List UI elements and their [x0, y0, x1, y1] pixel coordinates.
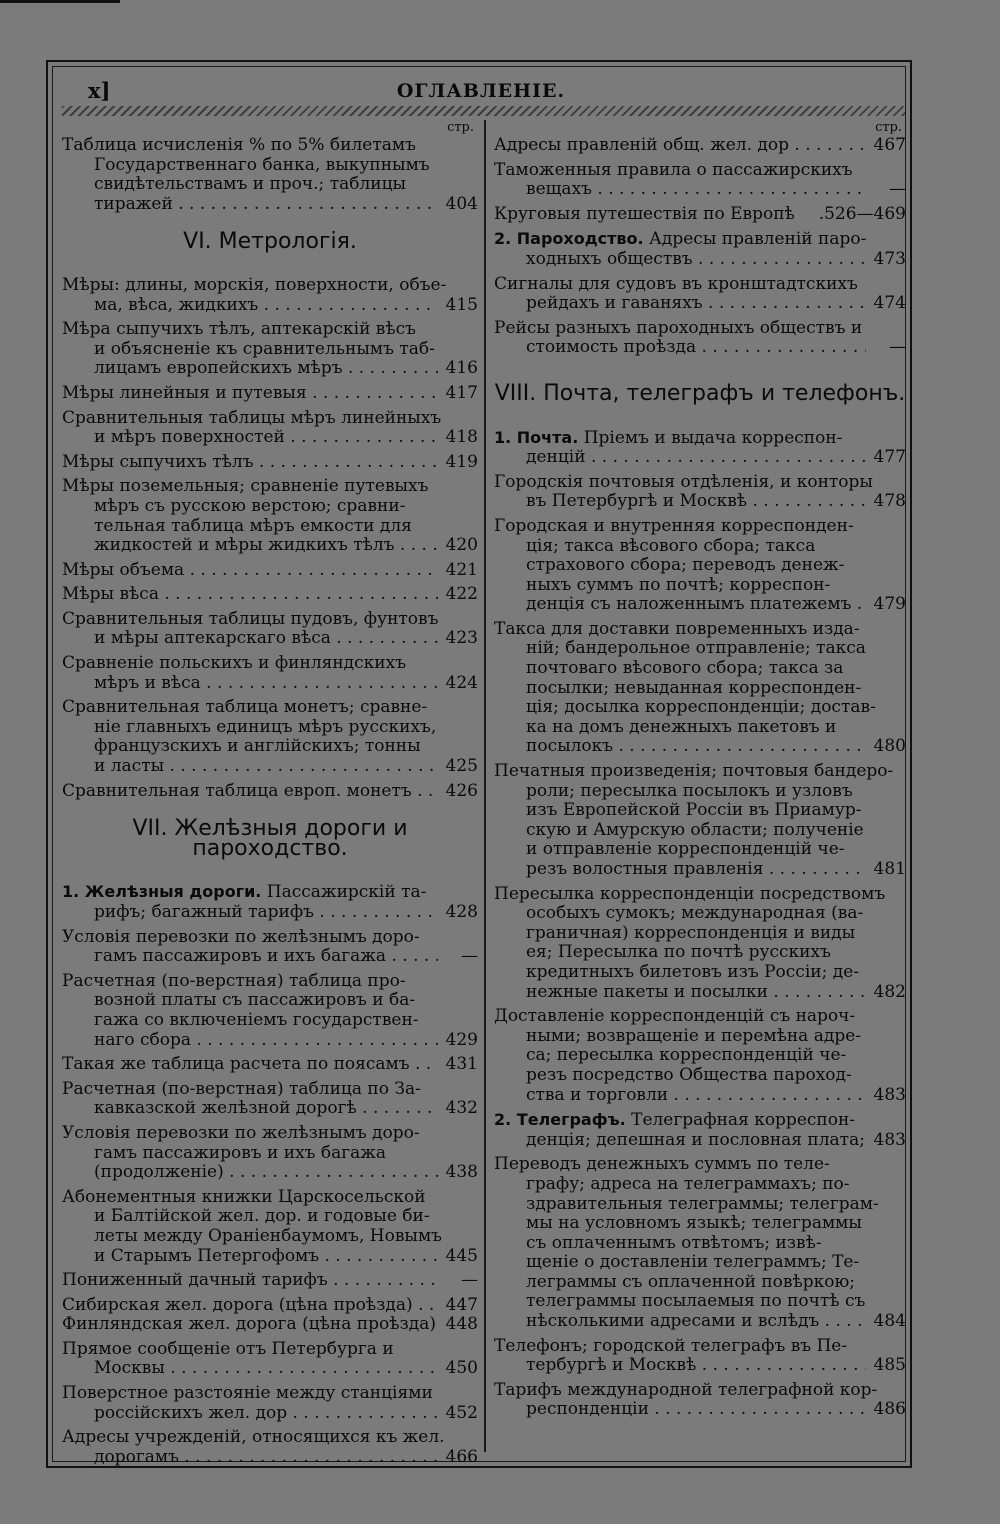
page-ref: 425 — [445, 756, 478, 777]
entry-text: Финляндская жел. дорога (цѣна проѣзда) . . . — [62, 1315, 438, 1335]
toc-entry — [494, 1110, 906, 1150]
toc-entry — [62, 882, 478, 922]
toc-entry — [494, 473, 906, 512]
entry-text: ея; Пересылка по почтѣ русскихъ — [526, 942, 831, 963]
page-title: ОГЛАВЛЕНІЕ. — [396, 80, 566, 102]
entry-text: особыхъ сумокъ; международная (ва- — [526, 903, 864, 924]
section-heading: VII. Желѣзныя дороги и пароходство. — [132, 816, 408, 861]
page-ref: 438 — [445, 1162, 478, 1183]
toc-entry — [494, 428, 906, 468]
toc-entry — [494, 229, 906, 269]
entry-text: щеніе о доставленіи телеграммъ; Те- — [526, 1252, 860, 1273]
page-ref: 485 — [873, 1355, 906, 1376]
entry-text: Адресы правленій паро- — [643, 229, 867, 250]
entry-text: Мѣры линейныя и путевыя . . . — [62, 384, 438, 404]
page-ref: 467 — [873, 135, 906, 155]
entry-text: резъ посредство Общества пароход- — [526, 1064, 852, 1085]
toc-entry — [494, 517, 906, 615]
entry-text: гажа со включеніемъ государствен- — [94, 1009, 419, 1030]
page-ref: 477 — [873, 447, 906, 468]
entry-text: Мѣры: длины, морскія, поверхности, объе- — [62, 274, 447, 295]
section-heading: VI. Метрологія. — [183, 229, 357, 255]
entry-text: Тарифъ международной телеграфной кор- — [494, 1379, 878, 1400]
page-ref: 486 — [873, 1399, 906, 1420]
entry-text: Телеграфная корреспон- — [625, 1110, 856, 1131]
entry-text: тербургѣ и Москвѣ . . . — [526, 1356, 866, 1376]
page-col-label: стр. — [875, 120, 902, 135]
entry-text: здравительныя телеграммы; телеграм- — [526, 1193, 879, 1214]
toc-entry — [62, 453, 478, 473]
entry-text: ніе главныхъ единицъ мѣръ русскихъ, — [94, 716, 437, 737]
entry-text: изъ Европейской Россіи въ Приамур- — [526, 800, 862, 821]
page-ref: 483 — [873, 1129, 906, 1150]
page-ref: 404 — [445, 193, 478, 214]
page-ref: 420 — [445, 535, 478, 556]
page-ref: 429 — [445, 1029, 478, 1050]
toc-entry — [62, 654, 478, 693]
toc-entry — [62, 1384, 478, 1423]
page-ref: 481 — [873, 859, 906, 879]
toc-entry — [62, 1188, 478, 1266]
entry-text: денція съ наложеннымъ платежемъ . . . — [526, 595, 866, 615]
entry-text: съ оплаченнымъ отвѣтомъ; извѣ- — [526, 1232, 822, 1253]
entry-text: Расчетная (по-верстная) таблица по За- — [62, 1078, 421, 1099]
toc-entry — [62, 782, 478, 802]
entry-text: Переводъ денежныхъ суммъ по теле- — [494, 1154, 830, 1175]
page-ref: 448 — [445, 1314, 478, 1335]
page-ref: 478 — [873, 491, 906, 512]
page-ref: .526—469 — [818, 203, 906, 224]
entry-text: нежные пакеты и посылки . . . — [526, 983, 866, 1003]
entry-text: ходныхъ обществъ . . . — [526, 250, 866, 270]
toc-entry — [62, 409, 478, 448]
toc-entry — [494, 1337, 906, 1376]
entry-text: Пересылка корреспонденціи посредствомъ — [494, 883, 886, 904]
entry-text: французскихъ и англійскихъ; тонны — [94, 736, 421, 757]
toc-entry — [62, 1055, 478, 1075]
entry-text: Прямое сообщеніе отъ Петербурга и — [62, 1338, 394, 1359]
page-ref: 419 — [445, 451, 478, 472]
page-ref: 431 — [445, 1054, 478, 1075]
toc-entry — [494, 1007, 906, 1105]
toc-entry — [62, 698, 478, 776]
entry-text: тиражей . . . — [94, 195, 438, 215]
page-ref: 483 — [873, 1084, 906, 1105]
page-ref: 480 — [873, 736, 906, 757]
entry-text: Условія перевозки по желѣзнымъ доро- — [62, 926, 420, 947]
entry-text: и мѣры аптекарскаго вѣса . . . — [94, 629, 438, 649]
toc-entry — [62, 1428, 478, 1467]
entry-text: и Старымъ Петергофомъ . . . — [94, 1247, 438, 1267]
entry-text: роли; пересылка посылокъ и узловъ — [526, 780, 853, 801]
entry-text: Печатныя произведенія; почтовыя бандеро- — [494, 761, 894, 782]
entry-text: кредитныхъ билетовъ изъ Россіи; де- — [526, 961, 860, 982]
entry-text: и Балтійской жел. дор. и годовые би- — [94, 1206, 430, 1227]
entry-text: ка на домъ денежныхъ пакетовъ и — [526, 716, 837, 737]
entry-text: Пониженный дачный тарифъ . . . — [62, 1271, 438, 1291]
toc-entry — [62, 136, 478, 214]
entry-text: рейдахъ и гаваняхъ . . . — [526, 294, 866, 314]
entry-text: Такая же таблица расчета по поясамъ . . . — [62, 1055, 438, 1075]
entry-text: мы на условномъ языкѣ; телеграммы — [526, 1213, 862, 1234]
page-ref: 474 — [873, 293, 906, 314]
page-ref: 447 — [445, 1294, 478, 1315]
toc-entry — [494, 319, 906, 358]
entry-text: скую и Амурскую области; полученіе — [526, 819, 864, 840]
page-ref: 421 — [445, 559, 478, 580]
subsection-label: 1. Почта. — [494, 427, 579, 447]
toc-entry — [62, 972, 478, 1050]
entry-text: свидѣтельствамъ и проч.; таблицы — [94, 174, 407, 195]
entry-text: Пассажирскій та- — [261, 882, 427, 903]
page-ref: 432 — [445, 1098, 478, 1119]
entry-text: нѣсколькими адресами и вслѣдъ . . . — [526, 1312, 866, 1332]
page-col-label: стр. — [447, 120, 474, 135]
toc-entry — [62, 384, 478, 404]
entry-text: Мѣры вѣса . . . — [62, 585, 438, 605]
entry-text: граничная) корреспонденція и виды — [526, 922, 856, 943]
entry-text: Городская и внутренняя корреспонден- — [494, 515, 854, 536]
entry-text: Таможенныя правила о пассажирскихъ — [494, 159, 853, 180]
page-ref: 423 — [445, 628, 478, 649]
entry-text: рифъ; багажный тарифъ . . . — [94, 903, 438, 923]
entry-text: посылокъ . . . — [526, 737, 866, 757]
toc-entry — [494, 1155, 906, 1331]
entry-text: ція; досылка корреспонденціи; достав- — [526, 697, 876, 718]
entry-text: наго сбора . . . — [94, 1031, 438, 1051]
entry-text: респонденціи . . . — [526, 1400, 866, 1420]
entry-text: жидкостей и мѣры жидкихъ тѣлъ . . . — [94, 536, 438, 556]
subsection-label: 2. Пароходство. — [494, 229, 644, 249]
toc-entry — [62, 1080, 478, 1119]
subsection-label: 1. Желѣзныя дороги. — [62, 882, 262, 902]
top-rule — [0, 0, 120, 3]
toc-entry — [62, 1124, 478, 1183]
toc-entry — [494, 136, 906, 156]
entry-text: Телефонъ; городской телеграфъ въ Пе- — [494, 1335, 848, 1356]
page-ref: — — [889, 179, 906, 200]
entry-text: Государственнаго банка, выкупнымъ — [94, 154, 430, 175]
entry-text: Москвы . . . — [94, 1359, 438, 1379]
entry-text: тельная таблица мѣръ емкости для — [94, 515, 412, 536]
entry-text: Сравнительныя таблицы мѣръ линейныхъ — [62, 407, 442, 428]
toc-entry — [494, 275, 906, 314]
toc-entry — [62, 320, 478, 379]
entry-text: Городскія почтовыя отдѣленія, и конторы — [494, 471, 873, 492]
column-divider — [484, 120, 486, 1452]
entry-text: страхового сбора; переводъ денеж- — [526, 555, 845, 576]
toc-entry — [494, 762, 906, 880]
toc-entry — [494, 1381, 906, 1420]
entry-text: леты между Ораніенбаумомъ, Новымъ — [94, 1225, 442, 1246]
toc-entry — [62, 1315, 478, 1335]
page-ref: 482 — [873, 981, 906, 1002]
toc-entry — [62, 1340, 478, 1379]
toc-entry — [494, 205, 906, 225]
entry-text: мѣръ съ русскою верстою; сравни- — [94, 495, 406, 516]
toc-entry — [494, 885, 906, 1003]
entry-text: Такса для доставки повременныхъ изда- — [494, 618, 860, 639]
entry-text: Абонементныя книжки Царскосельской — [62, 1186, 426, 1207]
entry-text: Круговыя путешествія по Европѣ — [494, 203, 795, 224]
page-ref: 417 — [445, 382, 478, 403]
page-ref: 484 — [873, 1311, 906, 1332]
entry-text: Мѣры объема . . . — [62, 561, 438, 581]
toc-entry — [494, 620, 906, 757]
entry-text: Адресы правленій общ. жел. дор . . . — [494, 136, 866, 156]
entry-text: и объясненіе къ сравнительнымъ таб- — [94, 338, 435, 359]
entry-text: графу; адреса на телеграммахъ; по- — [526, 1173, 850, 1194]
entry-text: вещахъ . . . — [526, 180, 866, 200]
entry-text: Сибирская жел. дорога (цѣна проѣзда) . . . — [62, 1296, 438, 1316]
page-ref: — — [461, 1270, 478, 1291]
toc-entry — [62, 276, 478, 315]
page-number: x] — [88, 78, 111, 103]
toc-entry — [62, 928, 478, 967]
entry-text: Расчетная (по-верстная) таблица про- — [62, 970, 406, 991]
entry-text: россійскихъ жел. дор . . . — [94, 1404, 438, 1424]
toc-entry — [62, 1296, 478, 1316]
entry-text: телеграммы посылаемыя по почтѣ съ — [526, 1291, 866, 1312]
page-ref: 415 — [445, 294, 478, 315]
page-ref: 452 — [445, 1402, 478, 1423]
toc-entry — [62, 585, 478, 605]
entry-text: са; пересылка корреспонденцій че- — [526, 1045, 847, 1066]
entry-text: Рейсы разныхъ пароходныхъ обществъ и — [494, 317, 863, 338]
entry-text: леграммы съ оплаченной повѣркою; — [526, 1271, 855, 1292]
entry-text: Сравнительная таблица европ. монетъ . . . — [62, 782, 438, 802]
entry-text: Мѣра сыпучихъ тѣлъ, аптекарскій вѣсъ — [62, 319, 416, 340]
entry-text: ныхъ суммъ по почтѣ; корреспон- — [526, 574, 831, 595]
entry-text: Мѣры сыпучихъ тѣлъ . . . — [62, 453, 438, 473]
entry-text: почтоваго вѣсового сбора; такса за — [526, 658, 844, 679]
entry-text: (продолженіе) . . . — [94, 1163, 438, 1183]
entry-text: ція; такса вѣсового сбора; такса — [526, 535, 816, 556]
page-ref: 473 — [873, 248, 906, 269]
entry-text: денцій . . . — [526, 448, 866, 468]
page-ref: 466 — [445, 1446, 478, 1467]
entry-text: Пріемъ и выдача корреспон- — [578, 427, 843, 448]
toc-entry — [62, 1271, 478, 1291]
entry-text: лицамъ европейскихъ мѣръ . . . — [94, 359, 438, 379]
entry-text: ма, вѣса, жидкихъ . . . — [94, 296, 438, 316]
entry-text: Мѣры поземельныя; сравненіе путевыхъ — [62, 476, 429, 497]
page-ref: — — [461, 946, 478, 967]
entry-text: и ласты . . . — [94, 757, 438, 777]
entry-text: посылки; невыданная корреспонден- — [526, 677, 862, 698]
section-heading: VIII. Почта, телеграфъ и телефонъ. — [494, 380, 906, 406]
entry-text: ными; возвращеніе и перемѣна адре- — [526, 1025, 862, 1046]
toc-entry — [62, 561, 478, 581]
page-ref: 450 — [445, 1358, 478, 1379]
entry-text: Сравненіе польскихъ и финляндскихъ — [62, 653, 407, 674]
entry-text: резъ волостныя правленія . . . — [526, 860, 866, 880]
right-column — [494, 120, 906, 1425]
page-ref: 479 — [873, 594, 906, 615]
page-ref: 428 — [445, 902, 478, 922]
entry-text: мѣръ и вѣса . . . — [94, 674, 438, 694]
page-ref: 416 — [445, 358, 478, 379]
entry-text: ства и торговли . . . — [526, 1086, 866, 1106]
page-ref: 424 — [445, 672, 478, 693]
entry-text: ній; бандерольное отправленіе; такса — [526, 638, 866, 659]
page-header — [62, 74, 900, 108]
entry-text: возной платы съ пассажировъ и ба- — [94, 990, 416, 1011]
toc-entry — [494, 161, 906, 200]
entry-text: Сравнительныя таблицы пудовъ, фунтовъ — [62, 608, 439, 629]
page-ref: 445 — [445, 1245, 478, 1266]
entry-text: Поверстное разстояніе между станціями — [62, 1383, 433, 1404]
entry-text: и отправленіе корреспонденцій че- — [526, 839, 845, 860]
entry-text: гамъ пассажировъ и ихъ багажа — [94, 1142, 387, 1163]
entry-text: денція; депешная и пословная плата; — [526, 1129, 865, 1150]
page-ref: 426 — [445, 780, 478, 801]
entry-text: Условія перевозки по желѣзнымъ доро- — [62, 1122, 420, 1143]
entry-text: дорогамъ . . . — [94, 1448, 438, 1468]
toc-entry — [62, 610, 478, 649]
entry-text: кавказской желѣзной дорогѣ . . . — [94, 1099, 438, 1119]
entry-text: въ Петербургѣ и Москвѣ . . . — [526, 492, 866, 512]
entry-text: Адресы учрежденій, относящихся къ жел. — [62, 1427, 445, 1448]
entry-text: Таблица исчисленія % по 5% билетамъ — [62, 135, 416, 155]
wavy-rule — [62, 106, 906, 116]
entry-text: Доставленіе корреспонденцій съ нароч- — [494, 1006, 856, 1027]
entry-text: Сравнительная таблица монетъ; сравне- — [62, 697, 428, 718]
entry-text: стоимость проѣзда . . . — [526, 338, 866, 358]
left-column — [62, 120, 478, 1472]
entry-text: и мѣръ поверхностей . . . — [94, 428, 438, 448]
toc-entry — [62, 477, 478, 555]
page-ref: 418 — [445, 427, 478, 448]
entry-text: Сигналы для судовъ въ кронштадтскихъ — [494, 273, 858, 294]
page-ref: 422 — [445, 584, 478, 605]
subsection-label: 2. Телеграфъ. — [494, 1110, 626, 1130]
entry-text: гамъ пассажировъ и ихъ багажа . . . — [94, 947, 438, 967]
page-ref: — — [889, 337, 906, 358]
